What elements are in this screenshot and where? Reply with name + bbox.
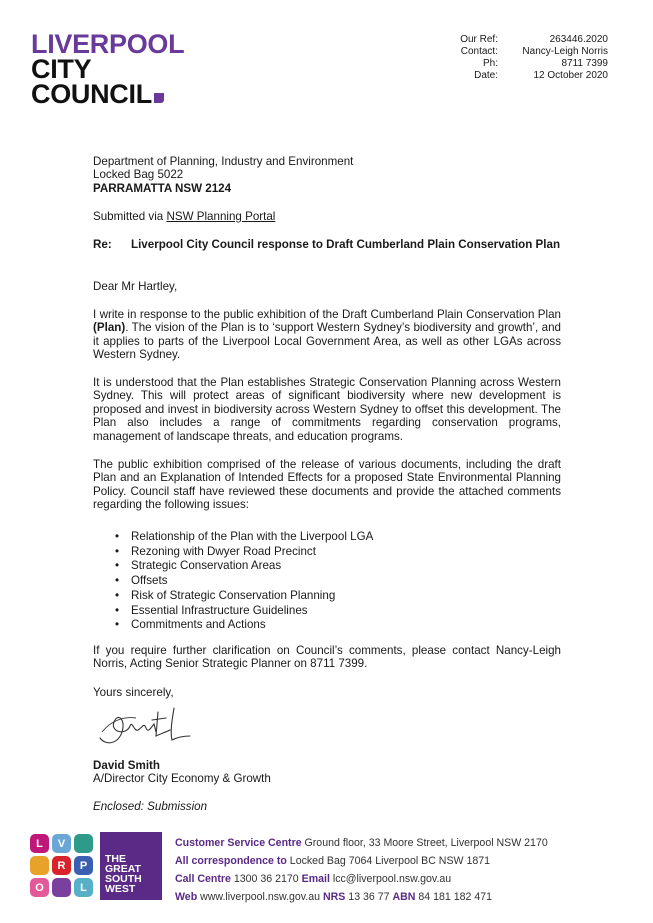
ref-row: Our Ref: 263446.2020 (460, 34, 608, 45)
planning-portal-link[interactable]: NSW Planning Portal (166, 210, 276, 223)
signer-name: David Smith (93, 759, 160, 772)
website-link[interactable]: www.liverpool.nsw.gov.au (197, 891, 323, 903)
enclosed-note: Enclosed: Submission (93, 800, 208, 813)
submitted-via: Submitted via NSW Planning Portal (93, 210, 276, 223)
address-line: Locked Bag 5022 (93, 168, 184, 182)
signer-block (93, 759, 561, 786)
logo-tile: V (52, 834, 71, 853)
list-item: • Rezoning with Dwyer Road Precinct (93, 545, 533, 560)
subject-line: Re: Liverpool City Council response to Draft Cumberland Plain Conservation Plan (93, 238, 561, 251)
closing: Yours sincerely, (93, 686, 174, 699)
list-item: • Strategic Conservation Areas (93, 559, 533, 574)
recipient-address (93, 155, 561, 195)
footer-contacts (175, 834, 548, 906)
paragraph-2: It is understood that the Plan establishes Strategic Conservation Planning across Western Sydney. This will protect areas of significant biodiversity where new development is proposed and invest in biodiversity across Western Sydney to offset this development. The Plan also includes a range of commitments regarding conservation programs, management of landscape threats, and education programs. (93, 376, 561, 443)
signer-title: A/Director City Economy & Growth (93, 772, 271, 786)
logo-tile (30, 856, 49, 875)
logo-tile: L (74, 878, 93, 897)
logo-line-1: LIVERPOOL (31, 29, 185, 59)
paragraph-3: The public exhibition comprised of the release of various documents, including the draft Plan and an Explanation of Intended Effects for a proposed State Environmental Planning Policy. Council staff have reviewed these documents and provide the attached comments regarding the following issues: (93, 458, 561, 512)
email-link[interactable]: lcc@liverpool.nsw.gov.au (329, 873, 452, 885)
list-item: • Commitments and Actions (93, 618, 533, 633)
paragraph-4: If you require further clarification on Council’s comments, please contact Nancy-Leigh Norris, Acting Senior Strategic Planner on 8711 7399. (93, 644, 561, 671)
paragraph-1: I write in response to the public exhibition of the Draft Cumberland Plain Conservation Plan (Plan). The vision of the Plan is to ‘support Western Sydney’s biodiversity and growth’, and it applies to parts of the Liverpool Local Government Area, as well as other LGAs across Western Sydney. (93, 308, 561, 362)
contact-line: Call Centre 1300 36 2170 Email lcc@liverpool.nsw.gov.au (175, 873, 452, 885)
logo-tile (74, 834, 93, 853)
ref-row: Contact: Nancy-Leigh Norris (460, 46, 608, 57)
list-item: • Essential Infrastructure Guidelines (93, 604, 533, 619)
logo-tile (52, 878, 71, 897)
address-line: Department of Planning, Industry and Environment (93, 155, 354, 168)
contact-line: Web www.liverpool.nsw.gov.au NRS 13 36 77 ABN 84 181 182 471 (175, 891, 493, 903)
logo-tile: R (52, 856, 71, 875)
logo-line-2: CITY (31, 54, 92, 84)
contact-line: All correspondence to Locked Bag 7064 Liverpool BC NSW 1871 (175, 855, 491, 867)
logo-tile: O (30, 878, 49, 897)
signature-image (96, 702, 196, 752)
logo-dot-icon (154, 93, 164, 103)
ref-row: Ph: 8711 7399 (482, 58, 608, 69)
council-logo (31, 29, 185, 109)
salutation: Dear Mr Hartley, (93, 280, 178, 293)
list-item: • Relationship of the Plan with the Liverpool LGA (93, 530, 533, 545)
contact-line: Customer Service Centre Ground floor, 33 Moore Street, Liverpool NSW 2170 (175, 837, 548, 849)
reference-block (440, 34, 608, 82)
list-item: • Offsets (93, 574, 533, 589)
great-south-west-badge: THE GREAT SOUTH WEST (100, 832, 162, 900)
logo-line-3: COUNCIL (31, 79, 152, 109)
ref-row: Date: 12 October 2020 (474, 70, 608, 81)
issues-list (93, 530, 533, 633)
logo-tile: L (30, 834, 49, 853)
logo-tile: P (74, 856, 93, 875)
subject-text: Liverpool City Council response to Draft Cumberland Plain Conservation Plan (131, 238, 561, 251)
list-item: • Risk of Strategic Conservation Planning (93, 589, 533, 604)
address-line: PARRAMATTA NSW 2124 (93, 181, 232, 195)
